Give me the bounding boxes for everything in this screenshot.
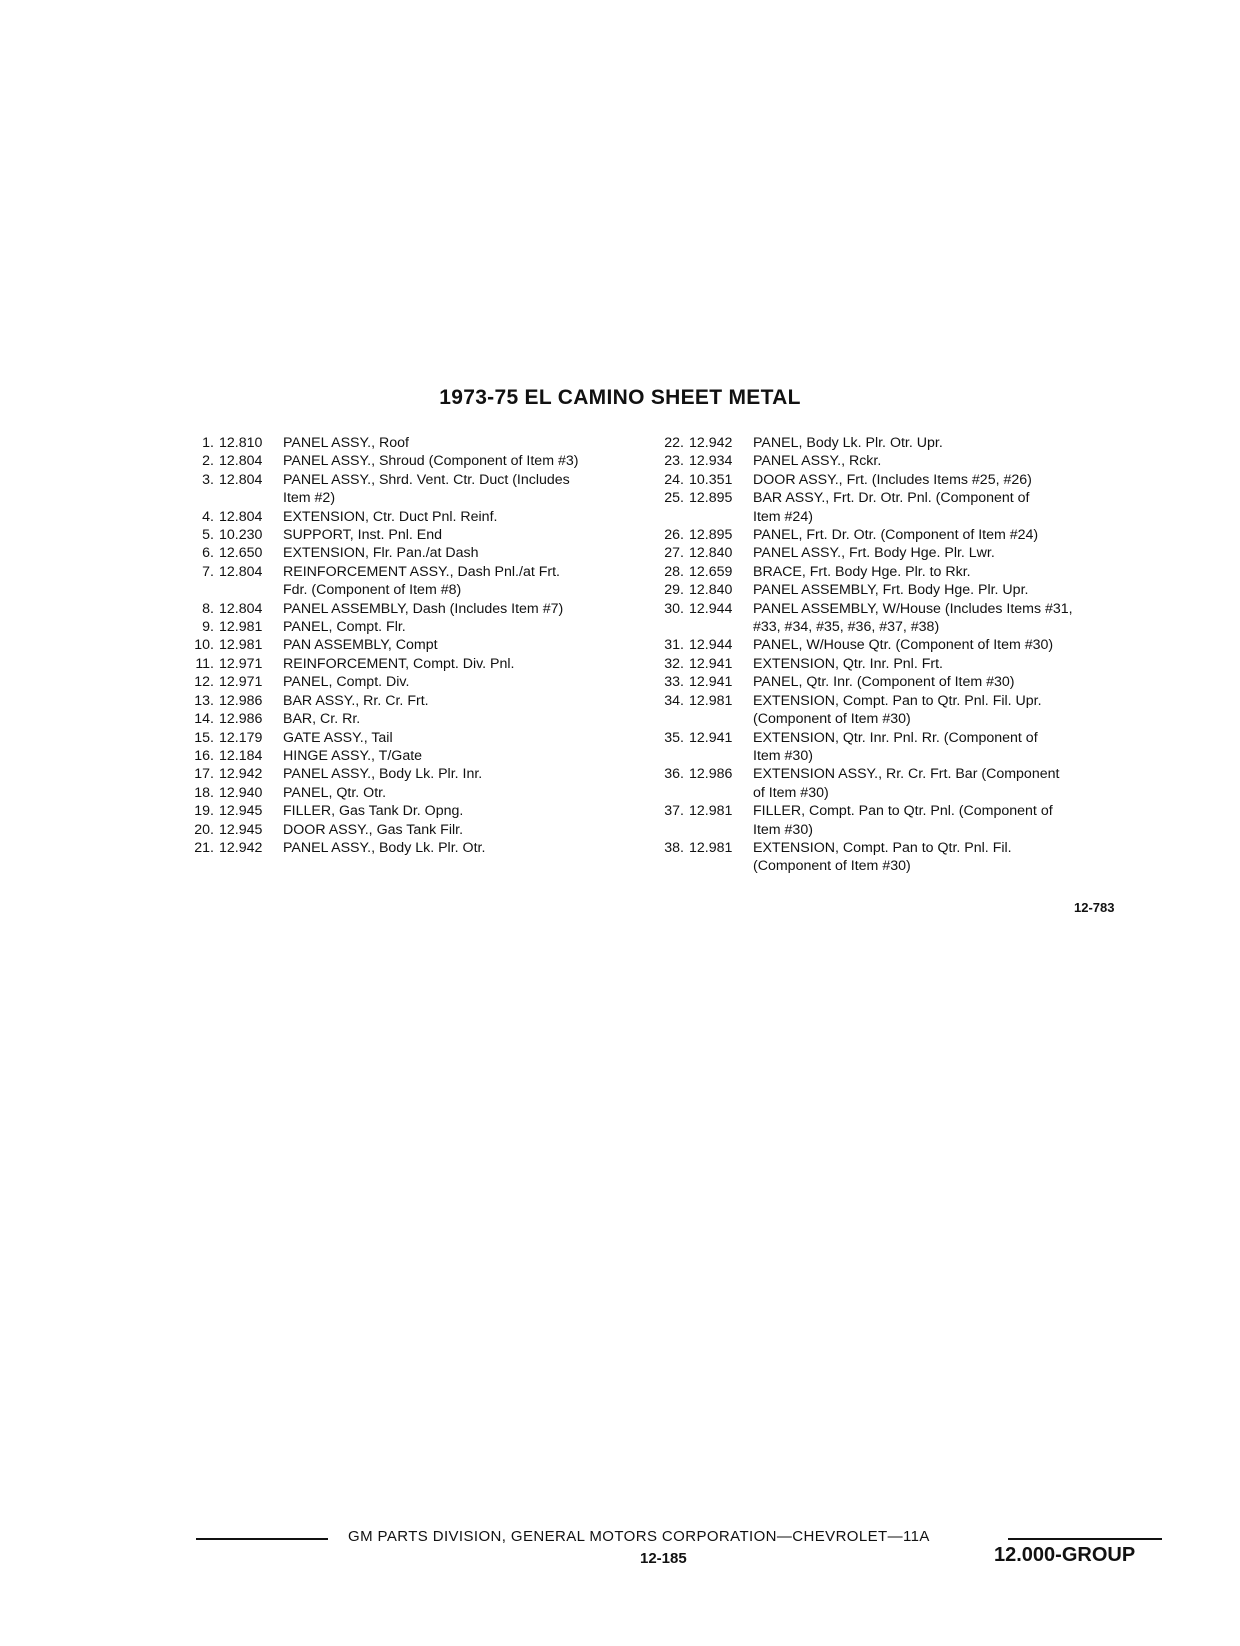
item-description: EXTENSION, Ctr. Duct Pnl. Reinf. [283, 508, 498, 525]
list-item [648, 526, 1148, 544]
item-description: PANEL ASSY., Roof [283, 435, 409, 451]
part-number: 12.650 [219, 545, 263, 562]
list-item [178, 600, 648, 618]
list-item [178, 729, 648, 747]
item-number: 12. [194, 674, 214, 691]
item-number: 24. [664, 471, 684, 488]
item-number: 27. [664, 545, 684, 562]
part-number: 12.184 [219, 747, 263, 764]
item-description: DOOR ASSY., Gas Tank Filr. [283, 821, 464, 838]
parts-list-left [178, 434, 648, 857]
list-item [648, 581, 1148, 599]
part-number: 12.971 [219, 674, 263, 691]
item-number: 25. [664, 490, 684, 507]
part-number: 12.981 [219, 619, 263, 636]
item-description: EXTENSION, Qtr. Inr. Pnl. Rr. (Component of Item #30) [753, 729, 1038, 764]
item-number: 10. [194, 637, 214, 654]
item-number: 36. [664, 766, 684, 783]
list-item [178, 655, 648, 673]
part-number: 12.895 [689, 527, 733, 544]
item-description: PANEL, W/House Qtr. (Component of Item #30) [753, 637, 1054, 654]
item-number: 34. [664, 692, 684, 709]
part-number: 12.804 [219, 508, 263, 525]
part-number: 12.942 [219, 839, 263, 856]
item-number: 17. [194, 766, 214, 783]
item-description: PANEL, Qtr. Inr. (Component of Item #30) [753, 674, 1015, 691]
list-item [648, 673, 1148, 691]
part-number: 12.804 [219, 453, 263, 470]
item-number: 13. [194, 692, 214, 709]
list-item [178, 526, 648, 544]
item-description: PANEL ASSEMBLY, Frt. Body Hge. Plr. Upr. [753, 582, 1029, 599]
item-description: BAR, Cr. Rr. [283, 711, 361, 728]
item-number: 20. [194, 821, 214, 838]
item-description: DOOR ASSY., Frt. (Includes Items #25, #26) [753, 471, 1032, 488]
list-item [178, 452, 648, 470]
item-description: PANEL ASSY., Shrd. Vent. Ctr. Duct (Includes Item #2) [283, 471, 570, 507]
part-number: 12.981 [219, 637, 263, 654]
item-description: EXTENSION, Flr. Pan./at Dash [283, 545, 479, 562]
part-number: 12.804 [219, 471, 263, 488]
item-description: FILLER, Gas Tank Dr. Opng. [283, 803, 464, 820]
list-item [178, 636, 648, 654]
item-description: PANEL, Body Lk. Plr. Otr. Upr. [753, 435, 943, 451]
item-number: 4. [202, 508, 214, 525]
item-description: PANEL, Compt. Div. [283, 674, 410, 691]
list-item [648, 471, 1148, 489]
part-number: 12.944 [689, 637, 733, 654]
part-number: 12.804 [219, 600, 263, 617]
item-number: 14. [194, 711, 214, 728]
item-number: 29. [664, 582, 684, 599]
item-number: 21. [194, 839, 214, 856]
item-number: 8. [202, 600, 214, 617]
item-description: PANEL ASSY., Shroud (Component of Item #3) [283, 453, 579, 470]
part-number: 12.986 [219, 692, 263, 709]
list-item [648, 563, 1148, 581]
list-item [648, 600, 1148, 637]
item-description: PAN ASSEMBLY, Compt [283, 637, 438, 654]
illustration-code: 12-783 [1074, 900, 1115, 915]
item-description: FILLER, Compt. Pan to Qtr. Pnl. (Component of Item #30) [753, 803, 1053, 838]
item-description: SUPPORT, Inst. Pnl. End [283, 527, 443, 544]
list-item [178, 802, 648, 820]
item-description: PANEL ASSEMBLY, W/House (Includes Items #31, #33, #34, #35, #36, #37, #38) [753, 600, 1073, 636]
item-description: PANEL ASSY., Rckr. [753, 453, 882, 470]
item-number: 22. [664, 435, 684, 451]
item-number: 26. [664, 527, 684, 544]
part-number: 12.934 [689, 453, 733, 470]
item-description: BRACE, Frt. Body Hge. Plr. to Rkr. [753, 563, 971, 580]
item-description: PANEL, Qtr. Otr. [283, 784, 387, 801]
part-number: 12.810 [219, 435, 263, 451]
list-item [178, 692, 648, 710]
item-description: GATE ASSY., Tail [283, 729, 393, 746]
list-item [648, 544, 1148, 562]
item-description: PANEL, Frt. Dr. Otr. (Component of Item #24) [753, 527, 1039, 544]
list-item [178, 434, 648, 452]
footer-page-number: 12-185 [640, 1550, 687, 1567]
item-description: PANEL, Compt. Flr. [283, 619, 406, 636]
list-item [178, 821, 648, 839]
item-description: EXTENSION, Compt. Pan to Qtr. Pnl. Fil. (Component of Item #30) [753, 839, 1012, 875]
part-number: 12.981 [689, 803, 733, 820]
part-number: 12.895 [689, 490, 733, 507]
list-item [178, 508, 648, 526]
part-number: 12.944 [689, 600, 733, 617]
list-item [178, 784, 648, 802]
item-number: 9. [202, 619, 214, 636]
part-number: 10.230 [219, 527, 263, 544]
page-title: 1973-75 EL CAMINO SHEET METAL [439, 386, 801, 409]
list-item [648, 839, 1148, 876]
item-number: 35. [664, 729, 684, 746]
list-item [648, 655, 1148, 673]
item-description: EXTENSION ASSY., Rr. Cr. Frt. Bar (Component of Item #30) [753, 766, 1060, 801]
item-number: 30. [664, 600, 684, 617]
list-item [648, 692, 1148, 729]
footer-rule-left [196, 1538, 328, 1540]
item-number: 28. [664, 563, 684, 580]
item-description: EXTENSION, Qtr. Inr. Pnl. Frt. [753, 655, 943, 672]
list-item [648, 636, 1148, 654]
item-description: PANEL ASSY., Body Lk. Plr. Otr. [283, 839, 486, 856]
item-description: PANEL ASSY., Body Lk. Plr. Inr. [283, 766, 483, 783]
part-number: 12.941 [689, 655, 733, 672]
part-number: 12.804 [219, 563, 263, 580]
part-number: 12.945 [219, 803, 263, 820]
part-number: 12.659 [689, 563, 733, 580]
item-number: 16. [194, 747, 214, 764]
list-item [178, 747, 648, 765]
list-item [178, 544, 648, 562]
item-number: 1. [202, 435, 214, 451]
item-number: 33. [664, 674, 684, 691]
list-item [178, 839, 648, 857]
part-number: 12.840 [689, 545, 733, 562]
part-number: 12.981 [689, 692, 733, 709]
part-number: 12.971 [219, 655, 263, 672]
item-number: 38. [664, 839, 684, 856]
item-number: 15. [194, 729, 214, 746]
list-item [178, 673, 648, 691]
part-number: 12.179 [219, 729, 263, 746]
item-description: PANEL ASSEMBLY, Dash (Includes Item #7) [283, 600, 564, 617]
item-number: 6. [202, 545, 214, 562]
footer-group-label: 12.000-GROUP [994, 1544, 1136, 1566]
parts-list-right [648, 434, 1148, 876]
list-item [648, 434, 1148, 452]
list-item [178, 563, 648, 600]
part-number: 12.940 [219, 784, 263, 801]
part-number: 12.986 [219, 711, 263, 728]
item-number: 11. [195, 655, 214, 672]
list-item [178, 471, 648, 508]
list-item [178, 618, 648, 636]
item-number: 31. [664, 637, 684, 654]
footer-division-line: GM PARTS DIVISION, GENERAL MOTORS CORPORATION—CHEVROLET—11A [348, 1528, 930, 1545]
list-item [178, 765, 648, 783]
list-item [648, 765, 1148, 802]
item-number: 5. [202, 527, 214, 544]
list-item [178, 710, 648, 728]
part-number: 10.351 [689, 471, 733, 488]
part-number: 12.941 [689, 674, 733, 691]
item-number: 32. [664, 655, 684, 672]
part-number: 12.986 [689, 766, 733, 783]
item-number: 3. [202, 471, 214, 488]
part-number: 12.945 [219, 821, 263, 838]
item-number: 2. [202, 453, 214, 470]
item-number: 18. [194, 784, 214, 801]
part-number: 12.942 [219, 766, 263, 783]
item-description: BAR ASSY., Frt. Dr. Otr. Pnl. (Component of Item #24) [753, 490, 1030, 525]
item-number: 19. [194, 803, 214, 820]
item-number: 37. [664, 803, 684, 820]
item-description: BAR ASSY., Rr. Cr. Frt. [283, 692, 429, 709]
item-description: EXTENSION, Compt. Pan to Qtr. Pnl. Fil. Upr. (Component of Item #30) [753, 692, 1042, 728]
item-number: 7. [202, 563, 214, 580]
list-item [648, 489, 1148, 526]
item-number: 23. [664, 453, 684, 470]
part-number: 12.941 [689, 729, 733, 746]
list-item [648, 729, 1148, 766]
list-item [648, 802, 1148, 839]
item-description: PANEL ASSY., Frt. Body Hge. Plr. Lwr. [753, 545, 995, 562]
list-item [648, 452, 1148, 470]
item-description: REINFORCEMENT, Compt. Div. Pnl. [283, 655, 515, 672]
part-number: 12.981 [689, 839, 733, 856]
item-description: HINGE ASSY., T/Gate [283, 747, 423, 764]
part-number: 12.840 [689, 582, 733, 599]
part-number: 12.942 [689, 435, 733, 451]
item-description: REINFORCEMENT ASSY., Dash Pnl./at Frt. Fdr. (Component of Item #8) [283, 563, 560, 599]
footer-rule-right [1008, 1538, 1162, 1540]
